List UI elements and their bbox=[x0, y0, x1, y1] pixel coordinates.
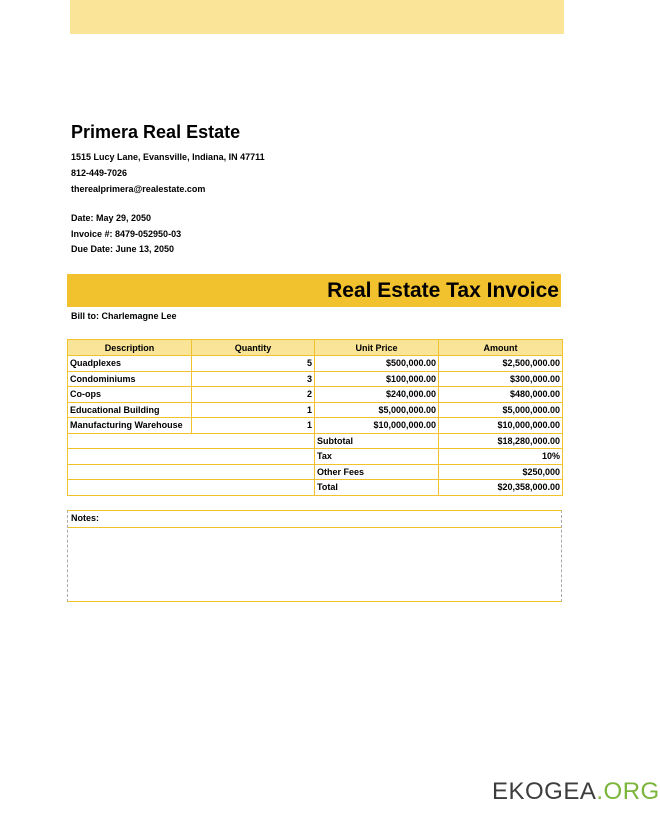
table-row bbox=[68, 402, 563, 418]
summary-row-subtotal bbox=[68, 433, 563, 449]
row-description: Manufacturing Warehouse bbox=[68, 418, 192, 434]
watermark-part1: EKOGEA bbox=[492, 778, 597, 805]
summary-row-total bbox=[68, 480, 563, 496]
row-unit-price: $100,000.00 bbox=[315, 371, 439, 387]
row-description: Co-ops bbox=[68, 387, 192, 403]
row-description: Condominiums bbox=[68, 371, 192, 387]
top-color-band bbox=[70, 0, 564, 34]
summary-spacer bbox=[68, 449, 315, 465]
summary-row-tax bbox=[68, 449, 563, 465]
row-amount: $10,000,000.00 bbox=[439, 418, 563, 434]
header-unit-price: Unit Price bbox=[315, 340, 439, 356]
due-date: Due Date: June 13, 2050 bbox=[71, 244, 175, 254]
notes-label: Notes: bbox=[71, 513, 100, 523]
subtotal-label: Subtotal bbox=[315, 433, 439, 449]
row-unit-price: $240,000.00 bbox=[315, 387, 439, 403]
summary-spacer bbox=[68, 464, 315, 480]
table-row bbox=[68, 387, 563, 403]
row-amount: $2,500,000.00 bbox=[439, 356, 563, 372]
invoice-table bbox=[67, 339, 563, 496]
summary-row-other-fees bbox=[68, 464, 563, 480]
row-description: Educational Building bbox=[68, 402, 192, 418]
company-address: 1515 Lucy Lane, Evansville, Indiana, IN 47711 bbox=[71, 152, 265, 162]
title-bar bbox=[67, 274, 561, 307]
header-amount: Amount bbox=[439, 340, 563, 356]
table-row bbox=[68, 356, 563, 372]
row-quantity: 1 bbox=[192, 418, 315, 434]
table-row bbox=[68, 371, 563, 387]
table-header-row bbox=[68, 340, 563, 356]
invoice-title: Real Estate Tax Invoice bbox=[327, 278, 559, 302]
total-value: $20,358,000.00 bbox=[439, 480, 563, 496]
summary-spacer bbox=[68, 480, 315, 496]
tax-value: 10% bbox=[439, 449, 563, 465]
invoice-date: Date: May 29, 2050 bbox=[71, 213, 152, 223]
row-amount: $300,000.00 bbox=[439, 371, 563, 387]
row-quantity: 3 bbox=[192, 371, 315, 387]
watermark-logo bbox=[492, 778, 660, 806]
subtotal-value: $18,280,000.00 bbox=[439, 433, 563, 449]
notes-box[interactable] bbox=[67, 510, 562, 602]
row-amount: $480,000.00 bbox=[439, 387, 563, 403]
tax-label: Tax bbox=[315, 449, 439, 465]
header-description: Description bbox=[68, 340, 192, 356]
total-label: Total bbox=[315, 480, 439, 496]
header-quantity: Quantity bbox=[192, 340, 315, 356]
notes-divider bbox=[68, 527, 561, 528]
other-fees-value: $250,000 bbox=[439, 464, 563, 480]
row-quantity: 5 bbox=[192, 356, 315, 372]
company-email: therealprimera@realestate.com bbox=[71, 184, 206, 194]
bill-to: Bill to: Charlemagne Lee bbox=[71, 311, 177, 321]
row-quantity: 1 bbox=[192, 402, 315, 418]
company-phone: 812-449-7026 bbox=[71, 168, 128, 178]
company-name: Primera Real Estate bbox=[71, 122, 241, 142]
table-row bbox=[68, 418, 563, 434]
watermark-part2: .ORG bbox=[596, 778, 660, 805]
row-description: Quadplexes bbox=[68, 356, 192, 372]
row-quantity: 2 bbox=[192, 387, 315, 403]
invoice-number: Invoice #: 8479-052950-03 bbox=[71, 229, 182, 239]
summary-spacer bbox=[68, 433, 315, 449]
row-unit-price: $500,000.00 bbox=[315, 356, 439, 372]
row-unit-price: $10,000,000.00 bbox=[315, 418, 439, 434]
other-fees-label: Other Fees bbox=[315, 464, 439, 480]
row-unit-price: $5,000,000.00 bbox=[315, 402, 439, 418]
row-amount: $5,000,000.00 bbox=[439, 402, 563, 418]
